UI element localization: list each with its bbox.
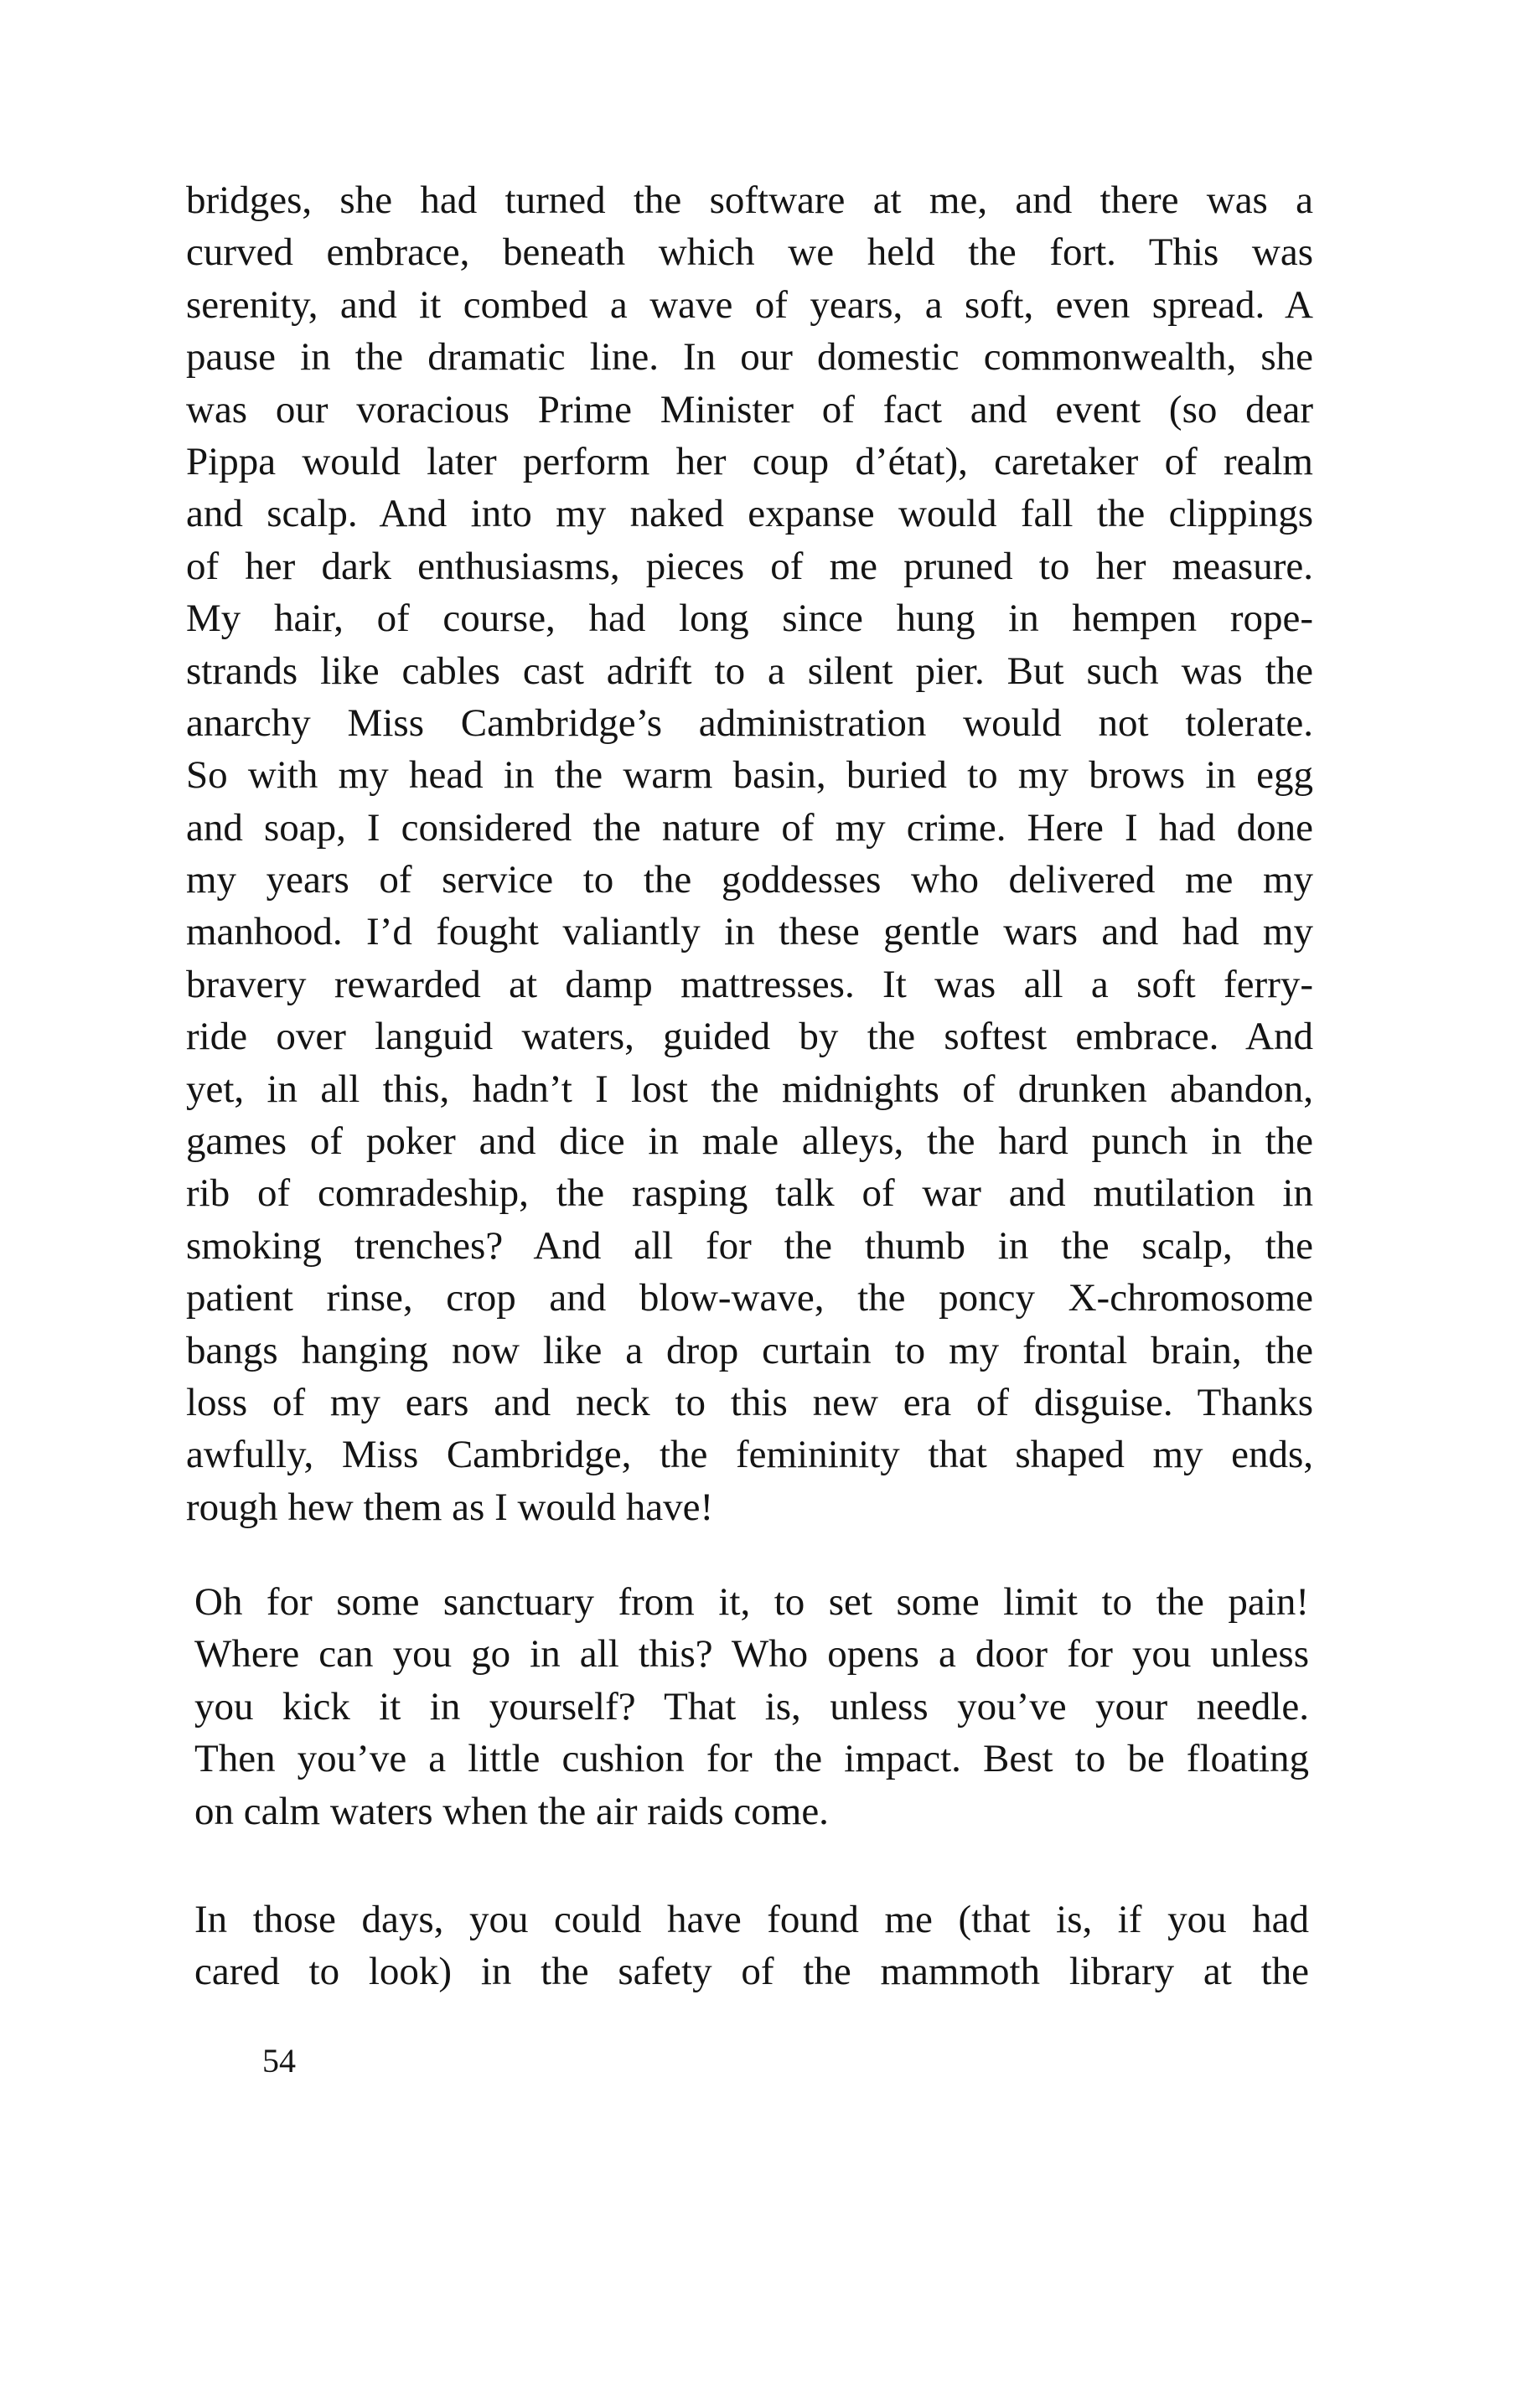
text-line: of her dark enthusiasms, pieces of me pruned to her measure. (186, 544, 1313, 588)
paragraph-1 (186, 174, 1313, 1533)
text-line: In those days, you could have found me (that is, if you had (194, 1898, 1309, 1941)
text-line: pause in the dramatic line. In our domestic commonwealth, she (186, 335, 1313, 380)
text-line: manhood. I’d fought valiantly in these gentle wars and had my (186, 910, 1313, 954)
text-line: bangs hanging now like a drop curtain to my frontal brain, the (186, 1328, 1313, 1372)
text-line: was our voracious Prime Minister of fact and event (so dear (186, 387, 1313, 431)
text-line: Pippa would later perform her coup d’état), caretaker of realm (186, 439, 1313, 483)
text-line: anarchy Miss Cambridge’s administration would not tolerate. (186, 700, 1313, 745)
paragraph-2 (194, 1576, 1309, 1837)
text-line: and scalp. And into my naked expanse would fall the clippings (186, 492, 1313, 536)
text-line: yet, in all this, hadn’t I lost the midnights of drunken abandon, (186, 1067, 1313, 1111)
text-line: bravery rewarded at damp mattresses. It was all a soft ferry- (186, 962, 1313, 1006)
text-line: Then you’ve a little cushion for the impact. Best to be floating (194, 1737, 1309, 1781)
text-line: on calm waters when the air raids come. (194, 1789, 829, 1833)
text-line: loss of my ears and neck to this new era of disguise. Thanks (186, 1380, 1313, 1424)
text-line: awfully, Miss Cambridge, the femininity that shaped my ends, (186, 1433, 1313, 1477)
text-line: bridges, she had turned the software at me, and there was a (186, 178, 1313, 222)
text-line: My hair, of course, had long since hung in hempen rope- (186, 597, 1313, 641)
text-line: serenity, and it combed a wave of years, a soft, even spread. A (186, 282, 1313, 327)
text-line: smoking trenches? And all for the thumb in the scalp, the (186, 1223, 1313, 1268)
page-number: 54 (262, 2042, 296, 2080)
text-line: rough hew them as I would have! (186, 1485, 714, 1529)
text-line: curved embrace, beneath which we held the fort. This was (186, 230, 1313, 275)
text-line: Where can you go in all this? Who opens a door for you unless (194, 1632, 1309, 1677)
text-line: patient rinse, crop and blow-wave, the poncy X-chromosome (186, 1276, 1313, 1320)
text-line: rib of comradeship, the rasping talk of war and mutilation in (186, 1171, 1313, 1216)
text-line: Oh for some sanctuary from it, to set some limit to the pain! (194, 1580, 1309, 1624)
text-line: you kick it in yourself? That is, unless you’ve your needle. (194, 1684, 1309, 1728)
text-line: games of poker and dice in male alleys, the hard punch in the (186, 1119, 1313, 1164)
text-line: and soap, I considered the nature of my crime. Here I had done (186, 805, 1313, 850)
text-line: cared to look) in the safety of the mammoth library at the (194, 1950, 1309, 1994)
text-line: ride over languid waters, guided by the softest embrace. And (186, 1015, 1313, 1059)
text-line: strands like cables cast adrift to a silent pier. But such was the (186, 649, 1313, 693)
text-line: So with my head in the warm basin, buried to my brows in egg (186, 753, 1313, 798)
paragraph-3 (194, 1894, 1309, 1998)
text-line: my years of service to the goddesses who delivered me my (186, 858, 1313, 902)
